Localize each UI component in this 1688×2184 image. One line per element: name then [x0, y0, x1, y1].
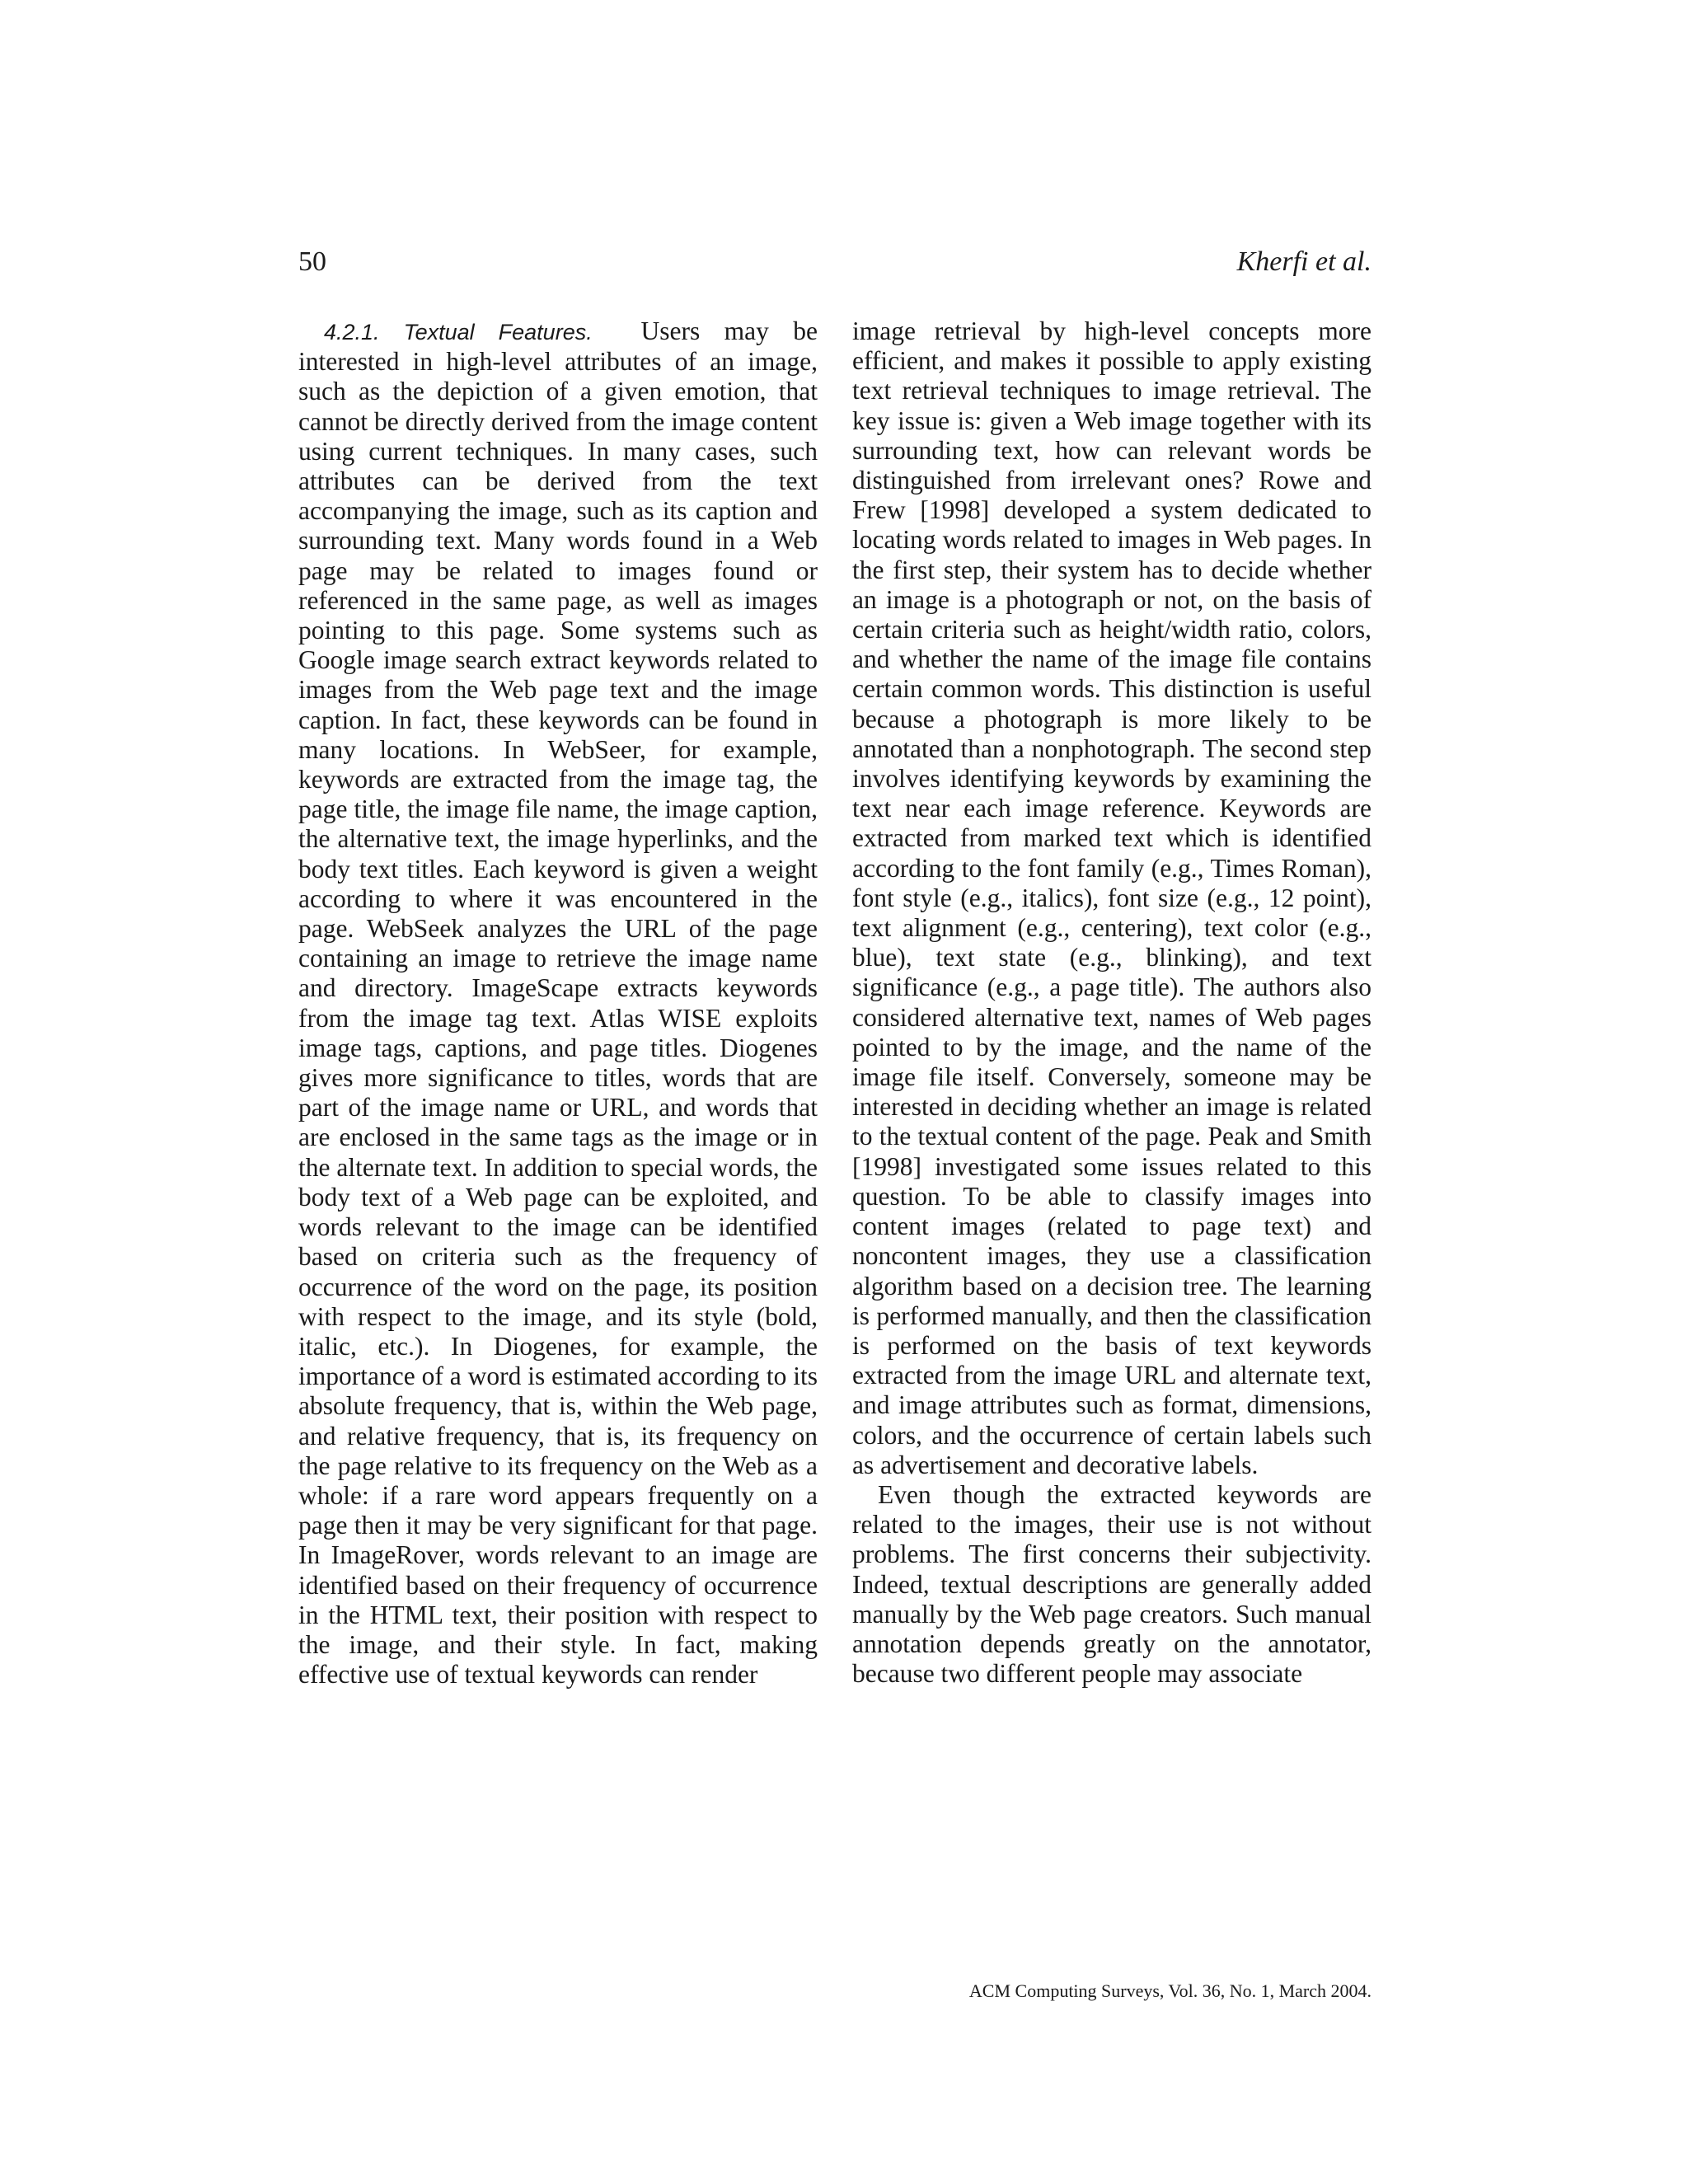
left-column [298, 316, 818, 1690]
paragraph: Even though the extracted keywords are related to the images, their use is not without problems. The first concerns their subjectivity. Indeed, textual descriptions are generally added manually by the Web page creators. Such manual annotation depends greatly on the annotator, because two different people may associate [852, 1479, 1372, 1689]
section-heading: 4.2.1. Textual Features. [324, 320, 593, 344]
page-number: 50 [298, 246, 326, 277]
paragraph [298, 316, 818, 1690]
paragraph-continued: image retrieval by high-level concepts more efficient, and makes it possible to apply existing text retrieval techniques to image retrieval. The key issue is: given a Web image together with its surrounding text, how can relevant words be distinguished from irrelevant ones? Rowe and Frew [1998] developed a system dedicated to locating words related to images in Web pages. In the first step, their system has to decide whether an image is a photograph or not, on the basis of certain criteria such as height/width ratio, colors, and whether the name of the image file contains certain common words. This distinction is useful because a photograph is more likely to be annotated than a nonphotograph. The second step involves identifying keywords by examining the text near each image reference. Keywords are extracted from marked text which is identified according to the font family (e.g., Times Roman), font style (e.g., italics), font size (e.g., 12 point), text alignment (e.g., centering), text color (e.g., blue), text state (e.g., blinking), and text significance (e.g., a page title). The authors also considered alternative text, names of Web pages pointed to by the image, and the name of the image file itself. Conversely, someone may be interested in deciding whether an image is related to the textual content of the page. Peak and Smith [1998] investigated some issues related to this question. To be able to classify images into content images (related to page text) and noncontent images, they use a classification algorithm based on a decision tree. The learning is performed manually, and then the classification is performed on the basis of text keywords extracted from the image URL and alternate text, and image attributes such as format, dimensions, colors, and the occurrence of certain labels such as advertisement and decorative labels. [852, 316, 1372, 1479]
paragraph-text: Users may be interested in high-level attributes of an image, such as the depiction of a given emotion, that cannot be directly derived from the image content using current techniques. In many cases, such attributes can be derived from the text accompanying the image, such as its caption and surrounding text. Many words found in a Web page may be related to images found or referenced in the same page, as well as images pointing to this page. Some systems such as Google image search extract keywords related to images from the Web page text and the image caption. In fact, these keywords can be found in many locations. In WebSeer, for example, keywords are extracted from the image tag, the page title, the image file name, the image caption, the alternative text, the image hyperlinks, and the body text titles. Each keyword is given a weight according to where it was encountered in the page. WebSeek analyzes the URL of the page containing an image to retrieve the image name and directory. ImageScape extracts keywords from the image tag text. Atlas WISE exploits image tags, captions, and page titles. Diogenes gives more significance to titles, words that are part of the image name or URL, and words that are enclosed in the same tags as the image or in the alternate text. In addition to special words, the body text of a Web page can be exploited, and words relevant to the image can be identified based on criteria such as the frequency of occurrence of the word on the page, its position with respect to the image, and its style (bold, italic, etc.). In Diogenes, for example, the importance of a word is estimated according to its absolute frequency, that is, within the Web page, and relative frequency, that is, its frequency on the page relative to its frequency on the Web as a whole: if a rare word appears frequently on a page then it may be very significant for that page. In ImageRover, words relevant to an image are identified based on their frequency of occurrence in the HTML text, their position with respect to the image, and their style. In fact, making effective use of textual keywords can render [298, 316, 818, 1690]
running-head: Kherfi et al. [1236, 246, 1372, 277]
right-column [852, 316, 1372, 1689]
footer-citation: ACM Computing Surveys, Vol. 36, No. 1, March 2004. [968, 1980, 1372, 2001]
